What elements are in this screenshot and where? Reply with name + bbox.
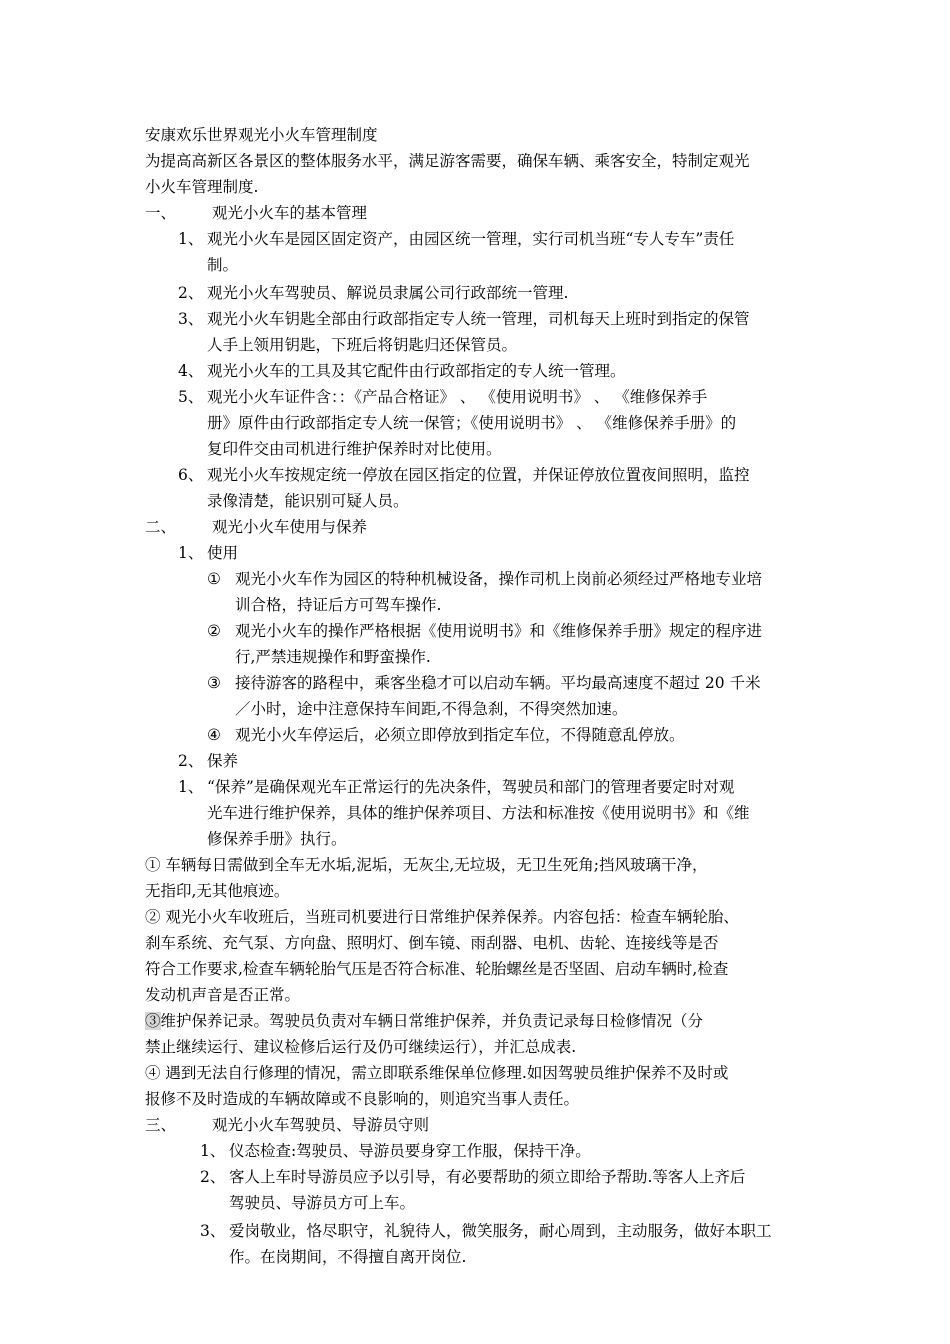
maint-para-1-line: 无指印,无其他痕迹。 [145,882,290,900]
use-item-2-number: ② [207,622,221,640]
use-item-3-line: ／小时，途中注意保持车间距,不得急刹，不得突然加速。 [235,700,628,718]
s1-item-4-line: 观光小火车的工具及其它配件由行政部指定的专人统一管理。 [207,362,626,380]
s1-item-2-number: 2、 [178,284,204,302]
use-item-4-line: 观光小火车停运后，必须立即停放到指定车位，不得随意乱停放。 [235,726,685,744]
section-1-number: 一、 [145,204,177,222]
s1-item-3-number: 3、 [178,310,204,328]
section-1-heading: 观光小火车的基本管理 [212,204,368,222]
maint-para-4-line: ④ 遇到无法自行修理的情况，需立即联系维保单位修理.如因驾驶员维护保养不及时或 [145,1064,729,1082]
section-2-number: 二、 [145,518,177,536]
s3-item-2-number: 2、 [200,1168,226,1186]
highlight-mark: ③ [145,1012,161,1030]
s3-item-1-number: 1、 [200,1142,226,1160]
maint-para-2-line: 符合工作要求,检查车辆轮胎气压是否符合标准、轮胎螺丝是否坚固、启动车辆时,检查 [145,960,729,978]
maint-item-1-line: “保养”是确保观光车正常运行的先决条件，驾驶员和部门的管理者要定时对观 [207,778,735,796]
s2-use-label: 使用 [207,544,239,562]
use-item-3-line: 接待游客的路程中，乘客坐稳才可以启动车辆。平均最高速度不超过 20 千米 [235,674,761,692]
s1-item-5-line: 观光小火车证件含：：《产品合格证》 、 《使用说明书》 、 《维修保养手 [207,388,708,406]
s1-item-2-line: 观光小火车驾驶员、解说员隶属公司行政部统一管理. [207,284,569,302]
maint-para-1-line: ① 车辆每日需做到全车无水垢,泥垢，无灰尘,无垃圾，无卫生死角;挡风玻璃干净， [145,856,708,874]
s1-item-6-number: 6、 [178,466,204,484]
maint-para-3-line: 禁止继续运行、建议检修后运行及仍可继续运行），并汇总成表. [145,1038,577,1056]
section-2-heading: 观光小火车使用与保养 [212,518,368,536]
maint-item-1-line: 修保养手册》执行。 [207,830,347,848]
s1-item-5-line: 复印件交由司机进行维护保养时对比使用。 [207,440,502,458]
s3-item-2-line: 驾驶员、导游员方可上车。 [229,1194,416,1212]
maint-para-3-text: 维护保养记录。驾驶员负责对车辆日常维护保养，并负责记录每日检修情况（分 [160,1012,704,1030]
s3-item-3-line: 作。在岗期间，不得擅自离开岗位. [229,1248,467,1266]
maint-item-1-line: 光车进行维护保养，具体的维护保养项目、方法和标准按《使用说明书》和《维 [207,804,750,822]
use-item-3-number: ③ [207,674,221,692]
use-item-2-line: 行,严禁违规操作和野蛮操作. [235,648,431,666]
s1-item-6-line: 观光小火车按规定统一停放在园区指定的位置，并保证停放位置夜间照明，监控 [207,466,750,484]
use-item-1-number: ① [207,570,221,588]
s2-use-number: 1、 [178,544,204,562]
use-item-2-line: 观光小火车的操作严格根据《使用说明书》和《维修保养手册》规定的程序进 [235,622,763,640]
maint-para-2-line: ② 观光小火车收班后，当班司机要进行日常维护保养保养。内容包括：检查车辆轮胎、 [145,908,739,926]
intro-line-2: 小火车管理制度. [145,178,259,196]
s3-item-3-line: 爱岗敬业，恪尽职守，礼貌待人，微笑服务，耐心周到，主动服务，做好本职工 [229,1222,772,1240]
s2-maint-label: 保养 [207,752,239,770]
section-3-heading: 观光小火车驾驶员、导游员守则 [212,1116,430,1134]
maint-para-2-line: 刹车系统、充气泵、方向盘、照明灯、倒车镜、雨刮器、电机、齿轮、连接线等是否 [145,934,719,952]
s2-maint-number: 2、 [178,752,204,770]
maint-para-4-line: 报修不及时造成的车辆故障或不良影响的，则追究当事人责任。 [145,1090,580,1108]
s3-item-1-line: 仪态检查:驾驶员、导游员要身穿工作服，保持干净。 [229,1142,591,1160]
maint-para-2-line: 发动机声音是否正常。 [145,986,301,1004]
s1-item-3-line: 人手上领用钥匙，下班后将钥匙归还保管员。 [207,336,518,354]
s1-item-3-line: 观光小火车钥匙全部由行政部指定专人统一管理，司机每天上班时到指定的保管 [207,310,750,328]
use-item-4-number: ④ [207,726,221,744]
maint-item-1-number: 1、 [178,778,204,796]
s3-item-2-line: 客人上车时导游员应予以引导，有必要帮助的须立即给予帮助.等客人上齐后 [229,1168,746,1186]
use-item-1-line: 观光小火车作为园区的特种机械设备，操作司机上岗前必须经过严格地专业培 [235,570,763,588]
intro-line-1: 为提高高新区各景区的整体服务水平，满足游客需要，确保车辆、乘客安全，特制定观光 [145,152,750,170]
s1-item-1-line: 观光小火车是园区固定资产，由园区统一管理，实行司机当班“专人专车”责任 [207,230,735,248]
s3-item-3-number: 3、 [200,1222,226,1240]
s1-item-4-number: 4、 [178,362,204,380]
s1-item-6-line: 录像清楚，能识别可疑人员。 [207,492,409,510]
doc-title: 安康欢乐世界观光小火车管理制度 [145,126,378,144]
use-item-1-line: 训合格，持证后方可驾车操作. [235,596,442,614]
section-3-number: 三、 [145,1116,177,1134]
s1-item-5-number: 5、 [178,388,204,406]
maint-para-3-line [145,1008,703,1034]
s1-item-5-line: 册》原件由行政部指定专人统一保管；《使用说明书》 、 《维修保养手册》的 [207,414,737,432]
s1-item-1-number: 1、 [178,230,204,248]
s1-item-1-line: 制。 [207,256,239,274]
